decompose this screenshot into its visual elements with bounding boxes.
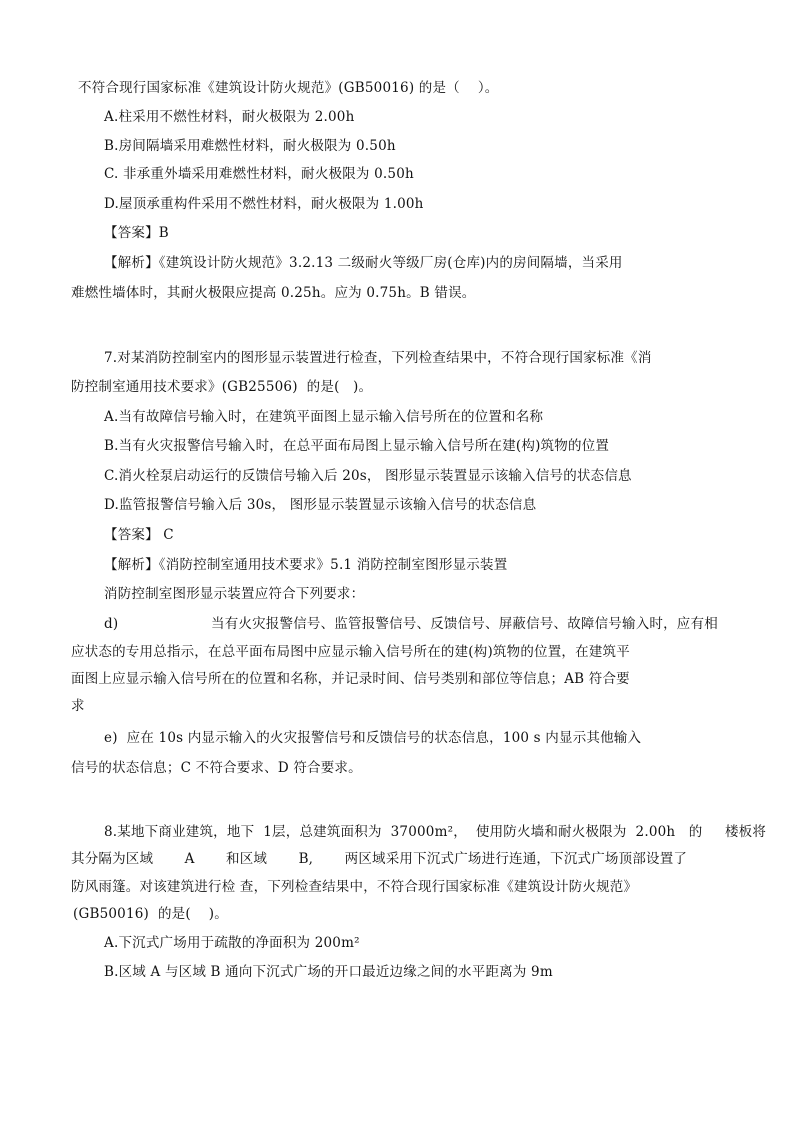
q7-analysis-title: 【解析】《消防控制室通用技术要求》5.1 消防控制室图形显示装置 <box>104 557 508 573</box>
q7-item-d-line-1: 当有火灾报警信号、监管报警信号、反馈信号、屏蔽信号、故障信号输入时，应有相 <box>211 616 718 632</box>
q7-item-e-line-2: 信号的状态信息；C 不符合要求、D 符合要求。 <box>71 760 362 776</box>
q7-answer: 【答案】 C <box>104 527 174 543</box>
q6-analysis-line-1: 【解析】《建筑设计防火规范》3.2.13 二级耐火等级厂房(仓库)内的房间隔墙，当采用 <box>104 255 623 271</box>
q7-item-d-line-2: 应状态的专用总指示，在总平面布局图中应显示输入信号所在的建(构)筑物的位置，在建筑平 <box>71 644 630 660</box>
q6-option-b: B.房间隔墙采用难燃性材料，耐火极限为 0.50h <box>104 138 396 154</box>
q7-item-d-label: d) <box>104 616 119 632</box>
q8-option-a: A.下沉式广场用于疏散的净面积为 200m² <box>104 935 360 951</box>
q6-option-c: C. 非承重外墙采用难燃性材料，耐火极限为 0.50h <box>104 166 414 182</box>
q8-stem-line-4: (GB50016) 的是( )。 <box>73 906 228 922</box>
q6-stem: 不符合现行国家标准《建筑设计防火规范》(GB50016) 的是（ ）。 <box>78 80 499 96</box>
q7-option-a: A.当有故障信号输入时，在建筑平面图上显示输入信号所在的位置和名称 <box>104 409 544 425</box>
q6-analysis-line-2: 难燃性墙体时，其耐火极限应提高 0.25h。应为 0.75h。B 错误。 <box>71 285 476 301</box>
q6-option-d: D.屋顶承重构件采用不燃性材料，耐火极限为 1.00h <box>104 196 424 212</box>
q7-item-e-line-1: e) 应在 10s 内显示输入的火灾报警信号和反馈信号的状态信息，100 s 内显示其他输入 <box>104 730 642 746</box>
q8-stem-line-3: 防风雨篷。对该建筑进行检 查，下列检查结果中，不符合现行国家标准《建筑设计防火规范》 <box>71 879 638 895</box>
q6-answer: 【答案】B <box>104 225 169 241</box>
q7-option-b: B.当有火灾报警信号输入时，在总平面布局图上显示输入信号所在建(构)筑物的位置 <box>104 438 610 454</box>
q7-option-d: D.监管报警信号输入后 30s， 图形显示装置显示该输入信号的状态信息 <box>104 497 537 513</box>
q6-option-a: A.柱采用不燃性材料，耐火极限为 2.00h <box>104 109 355 125</box>
q7-stem-line-2: 防控制室通用技术要求》(GB25506) 的是( )。 <box>71 379 373 395</box>
q7-item-d-line-4: 求 <box>71 698 85 714</box>
q8-stem-line-1: 8.某地下商业建筑，地下 1层，总建筑面积为 37000m²， 使用防火墙和耐火极限为 2.00h 的 楼板将 <box>104 824 767 840</box>
q8-option-b: B.区域 A 与区域 B 通向下沉式广场的开口最近边缘之间的水平距离为 9m <box>104 964 553 980</box>
q7-option-c: C.消火栓泵启动运行的反馈信号输入后 20s， 图形显示装置显示该输入信号的状态信息 <box>104 468 632 484</box>
q8-stem-line-2: 其分隔为区域 A 和区域 B, 两区域采用下沉式广场进行连通，下沉式广场顶部设置了 <box>71 851 688 867</box>
q7-item-d-line-3: 面图上应显示输入信号所在的位置和名称，并记录时间、信号类别和部位等信息；AB 符合要 <box>71 671 630 687</box>
q7-stem-line-1: 7.对某消防控制室内的图形显示装置进行检查，下列检查结果中，不符合现行国家标准《消 <box>104 350 652 366</box>
q7-analysis-intro: 消防控制室图形显示装置应符合下列要求： <box>104 586 365 602</box>
